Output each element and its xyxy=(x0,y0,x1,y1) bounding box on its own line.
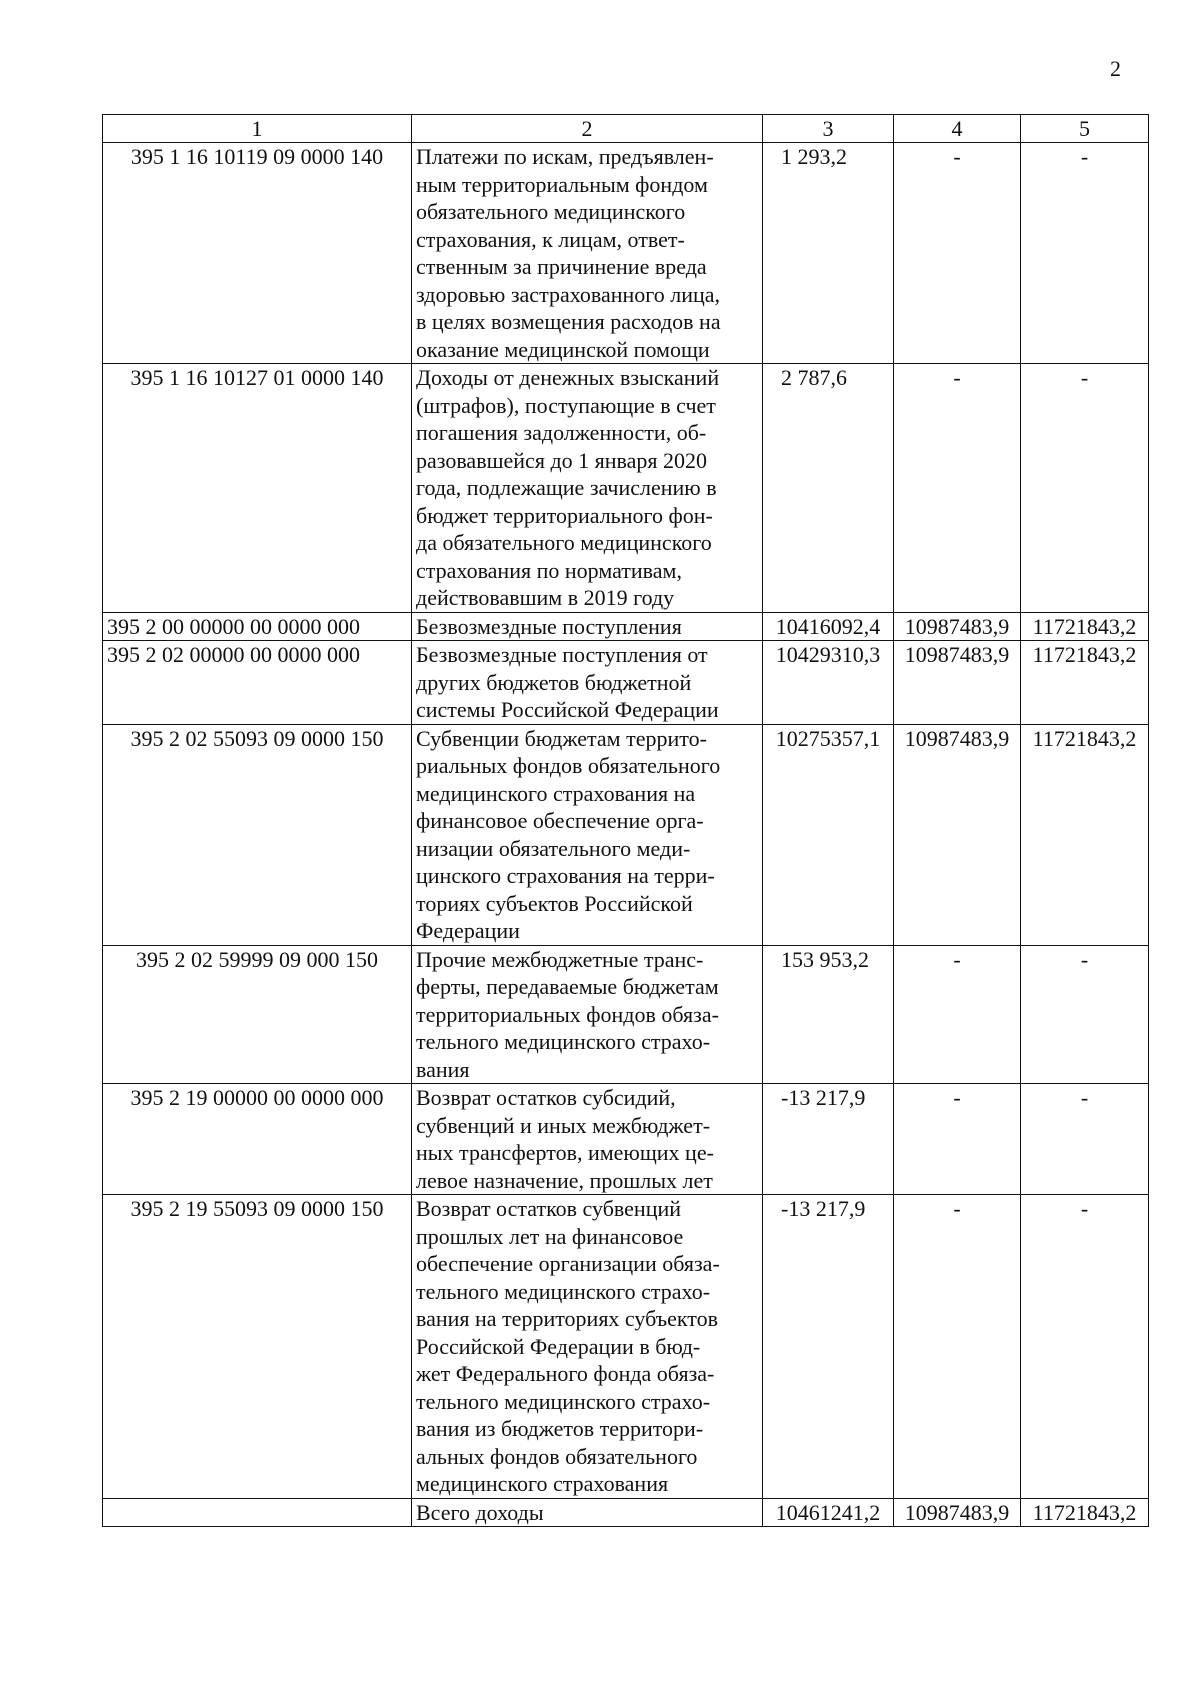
description-cell xyxy=(412,1498,763,1527)
description-cell xyxy=(412,1084,763,1195)
table-body xyxy=(103,143,1149,1527)
description-cell xyxy=(412,612,763,641)
budget-code-cell: 395 1 16 10127 01 0000 140 xyxy=(103,364,412,613)
description-line: (штрафов), поступающие в счет xyxy=(416,392,716,418)
amount-col4-cell: - xyxy=(894,1195,1021,1499)
amount-col4-cell: 10987483,9 xyxy=(894,641,1021,725)
amount-col3-cell: 1 293,2 xyxy=(763,143,894,364)
description-line: тельного медицинского страхо- xyxy=(416,1388,711,1414)
description-line: года, подлежащие зачислению в xyxy=(416,475,717,500)
table-row xyxy=(103,945,1149,1084)
description-line: Российской Федерации в бюд- xyxy=(416,1333,701,1359)
amount-col5-cell: - xyxy=(1021,1084,1149,1195)
budget-code-cell: 395 2 02 00000 00 0000 000 xyxy=(103,641,412,725)
description-line: ных трансфертов, имеющих це- xyxy=(416,1140,714,1165)
budget-code-cell xyxy=(103,1498,412,1527)
description-line: в целях возмещения расходов на xyxy=(416,309,721,334)
amount-col3-cell: 10275357,1 xyxy=(763,724,894,945)
amount-col5-cell: 11721843,2 xyxy=(1021,1498,1149,1527)
budget-revenue-table xyxy=(102,114,1149,1527)
description-line: тельного медицинского страхо- xyxy=(416,1278,711,1304)
amount-col4-cell: - xyxy=(894,945,1021,1084)
amount-col5-cell: - xyxy=(1021,945,1149,1084)
description-line: Возврат остатков субвенций xyxy=(416,1196,682,1221)
description-line: ственным за причинение вреда xyxy=(416,254,707,279)
description-line: здоровью застрахованного лица, xyxy=(416,281,721,307)
amount-col3-cell: -13 217,9 xyxy=(763,1084,894,1195)
description-line: прошлых лет на финансовое xyxy=(416,1223,684,1249)
page-number: 2 xyxy=(1110,56,1121,81)
table-row xyxy=(103,1084,1149,1195)
amount-col3-cell: 10416092,4 xyxy=(763,612,894,641)
amount-col4-cell: - xyxy=(894,364,1021,613)
description-line: альных фондов обязательного xyxy=(416,1443,698,1469)
description-line: ториях субъектов Российской xyxy=(416,890,693,916)
header-col-1: 1 xyxy=(103,115,412,143)
description-line: левое назначение, прошлых лет xyxy=(416,1167,713,1193)
description-line: тельного медицинского страхо- xyxy=(416,1029,711,1054)
description-line: Всего доходы xyxy=(416,1499,544,1525)
amount-col4-cell: - xyxy=(894,1084,1021,1195)
description-cell xyxy=(412,724,763,945)
description-line: страхования, к лицам, ответ- xyxy=(416,226,685,252)
table-row xyxy=(103,1195,1149,1499)
description-line: системы Российской Федерации xyxy=(416,697,719,722)
amount-col5-cell: 11721843,2 xyxy=(1021,724,1149,945)
amount-col4-cell: - xyxy=(894,143,1021,364)
description-cell xyxy=(412,641,763,725)
table-row xyxy=(103,143,1149,364)
description-line: обязательного медицинского xyxy=(416,199,686,224)
budget-code-cell: 395 2 19 00000 00 0000 000 xyxy=(103,1084,412,1195)
budget-code-cell: 395 2 02 59999 09 000 150 xyxy=(103,945,412,1084)
description-line: ферты, передаваемые бюджетам xyxy=(416,974,719,999)
amount-col5-cell: 11721843,2 xyxy=(1021,612,1149,641)
amount-col3-cell: 10461241,2 xyxy=(763,1498,894,1527)
description-line: Возврат остатков субсидий, xyxy=(416,1085,676,1110)
header-col-4: 4 xyxy=(894,115,1021,143)
description-line: риальных фондов обязательного xyxy=(416,753,721,778)
amount-col4-cell: 10987483,9 xyxy=(894,724,1021,945)
description-line: жет Федерального фонда обяза- xyxy=(416,1361,715,1386)
description-cell xyxy=(412,143,763,364)
description-line: Субвенции бюджетам террито- xyxy=(416,725,707,751)
table-row xyxy=(103,364,1149,613)
table-row xyxy=(103,724,1149,945)
table-row xyxy=(103,641,1149,725)
header-col-3: 3 xyxy=(763,115,894,143)
amount-col5-cell: - xyxy=(1021,364,1149,613)
table-row xyxy=(103,612,1149,641)
description-line: вания xyxy=(416,1056,470,1082)
description-line: территориальных фондов обяза- xyxy=(416,1001,719,1027)
amount-col3-cell: 2 787,6 xyxy=(763,364,894,613)
description-line: да обязательного медицинского xyxy=(416,530,712,555)
description-line: разовавшейся до 1 января 2020 xyxy=(416,447,708,473)
amount-col3-cell: -13 217,9 xyxy=(763,1195,894,1499)
header-col-5: 5 xyxy=(1021,115,1149,143)
description-line: низации обязательного меди- xyxy=(416,835,691,861)
description-line: погашения задолженности, об- xyxy=(416,420,707,445)
description-line: медицинского страхования на xyxy=(416,780,696,806)
amount-col3-cell: 153 953,2 xyxy=(763,945,894,1084)
description-line: других бюджетов бюджетной xyxy=(416,669,692,695)
amount-col5-cell: - xyxy=(1021,1195,1149,1499)
description-line: Доходы от денежных взысканий xyxy=(416,365,720,390)
table-row xyxy=(103,1498,1149,1527)
amount-col4-cell: 10987483,9 xyxy=(894,1498,1021,1527)
description-line: Федерации xyxy=(416,918,520,943)
table-header-row xyxy=(103,115,1149,143)
description-line: обеспечение организации обяза- xyxy=(416,1251,720,1276)
description-line: вания на территориях субъектов xyxy=(416,1306,719,1331)
budget-code-cell: 395 2 19 55093 09 0000 150 xyxy=(103,1195,412,1499)
description-cell xyxy=(412,364,763,613)
description-line: страхования по нормативам, xyxy=(416,557,682,583)
header-col-2: 2 xyxy=(412,115,763,143)
amount-col4-cell: 10987483,9 xyxy=(894,612,1021,641)
budget-code-cell: 395 1 16 10119 09 0000 140 xyxy=(103,143,412,364)
description-line: медицинского страхования xyxy=(416,1471,669,1496)
amount-col5-cell: - xyxy=(1021,143,1149,364)
budget-code-cell: 395 2 02 55093 09 0000 150 xyxy=(103,724,412,945)
description-line: ным территориальным фондом xyxy=(416,171,708,197)
description-line: Безвозмездные поступления от xyxy=(416,642,708,667)
amount-col5-cell: 11721843,2 xyxy=(1021,641,1149,725)
description-line: субвенций и иных межбюджет- xyxy=(416,1112,711,1138)
description-line: оказание медицинской помощи xyxy=(416,336,710,362)
description-line: Платежи по искам, предъявлен- xyxy=(416,144,714,169)
description-cell xyxy=(412,945,763,1084)
description-line: вания из бюджетов территори- xyxy=(416,1416,704,1441)
description-cell xyxy=(412,1195,763,1499)
description-line: Безвозмездные поступления xyxy=(416,613,682,639)
description-line: цинского страхования на терри- xyxy=(416,863,715,888)
description-line: бюджет территориального фон- xyxy=(416,502,713,528)
description-line: финансовое обеспечение орга- xyxy=(416,808,704,833)
budget-code-cell: 395 2 00 00000 00 0000 000 xyxy=(103,612,412,641)
amount-col3-cell: 10429310,3 xyxy=(763,641,894,725)
description-line: действовавшим в 2019 году xyxy=(416,585,675,610)
description-line: Прочие межбюджетные транс- xyxy=(416,946,704,972)
